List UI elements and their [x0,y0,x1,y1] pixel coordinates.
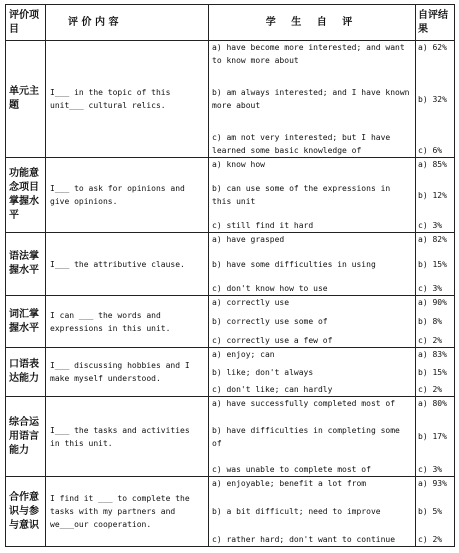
result-b: b) 17% [418,432,447,441]
result-a: a) 85% [418,160,447,169]
result-c: c) 2% [418,385,443,394]
option-c: c) was unable to complete most of [212,465,371,474]
result-b: b) 5% [418,507,443,516]
evaluation-item: 合作意识与参与意识 [6,477,46,547]
option-b: b) like; don't always [212,367,314,377]
evaluation-item: 语法掌握水平 [6,233,46,296]
header-row [6,5,455,41]
result-b: b) 32% [418,94,447,104]
option-a: a) know how [212,160,265,169]
option-b: b) have difficulties in completing some of [212,425,405,448]
evaluation-item: 功能意念项目掌握水平 [6,158,46,233]
table-row [6,233,455,296]
result-a: a) 62% [418,43,447,52]
evaluation-content: I___ in the topic of this unit___ cultural relics. [46,41,209,158]
option-c: c) correctly use a few of [212,336,333,345]
table-row [6,348,455,397]
self-eval-results [416,233,455,296]
result-b: b) 15% [418,259,447,269]
result-c: c) 3% [418,284,443,293]
self-eval-results [416,477,455,547]
self-eval-options [209,397,416,477]
table-row [6,477,455,547]
self-eval-options [209,348,416,397]
self-eval-options [209,296,416,348]
option-a: a) enjoy; can [212,350,275,359]
evaluation-content: I can ___ the words and expressions in this unit. [46,296,209,348]
result-c: c) 2% [418,535,443,544]
option-a: a) have grasped [212,235,285,244]
evaluation-content: I___ discussing hobbies and I make myself understood. [46,348,209,397]
result-c: c) 6% [418,146,443,155]
result-a: a) 83% [418,350,447,359]
table-row [6,397,455,477]
self-eval-options [209,41,416,158]
self-eval-results [416,41,455,158]
self-eval-options [209,233,416,296]
option-a: a) correctly use [212,298,290,307]
result-c: c) 3% [418,465,443,474]
result-c: c) 2% [418,336,443,345]
result-b: b) 12% [418,190,447,200]
option-b: b) have some difficulties in using [212,259,376,269]
option-a: a) enjoyable; benefit a lot from [212,479,367,488]
option-a: a) have successfully completed most of [212,399,396,408]
option-a: a) have become more interested; and want to know more about [212,43,410,65]
header-content: 评 价 内 容 [46,5,209,41]
evaluation-content: I___ the tasks and activities in this unit. [46,397,209,477]
result-a: a) 90% [418,298,447,307]
option-b: b) correctly use some of [212,317,328,326]
option-b: b) can use some of the expressions in this unit [212,184,396,206]
evaluation-item: 单元主题 [6,41,46,158]
option-b: b) am always interested; and I have known more about [212,88,415,110]
header-self-eval: 学 生 自 评 [209,5,416,41]
result-a: a) 80% [418,399,447,408]
option-c: c) am not very interested; but I have learned some basic knowledge of [212,133,396,155]
table-row [6,41,455,158]
self-eval-results [416,348,455,397]
evaluation-item: 词汇掌握水平 [6,296,46,348]
evaluation-content: I___ the attributive clause. [46,233,209,296]
result-c: c) 3% [418,221,443,230]
result-a: a) 82% [418,235,447,244]
header-item: 评价项目 [6,5,46,41]
option-c: c) don't know how to use [212,284,328,293]
evaluation-item: 口语表达能力 [6,348,46,397]
evaluation-content: I find it ___ to complete the tasks with my partners and we___our cooperation. [46,477,209,547]
evaluation-item: 综合运用语言能力 [6,397,46,477]
option-c: c) still find it hard [212,221,314,230]
self-evaluation-table [5,4,455,547]
self-eval-results [416,296,455,348]
table-row [6,296,455,348]
self-eval-options [209,477,416,547]
option-c: c) rather hard; don't want to continue [212,535,396,544]
self-eval-results [416,158,455,233]
option-b: b) a bit difficult; need to improve [212,507,381,516]
result-a: a) 93% [418,479,447,488]
result-b: b) 8% [418,317,443,326]
header-result: 自评结果 [416,5,455,41]
option-c: c) don't like; can hardly [212,385,333,394]
table-row [6,158,455,233]
result-b: b) 15% [418,367,447,377]
evaluation-content: I___ to ask for opinions and give opinions. [46,158,209,233]
self-eval-results [416,397,455,477]
self-eval-options [209,158,416,233]
